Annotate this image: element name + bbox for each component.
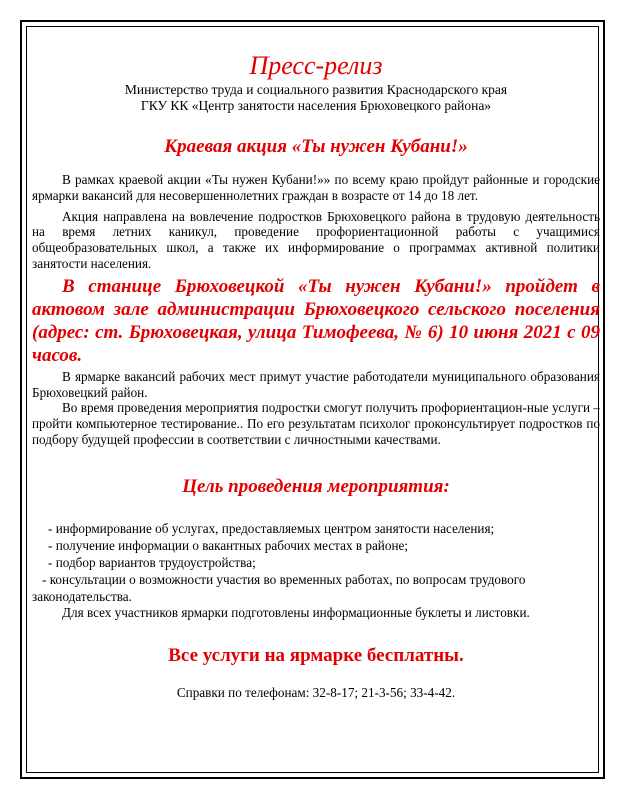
event-highlight: В станице Брюховецкой «Ты нужен Кубани!» пройдет в актовом зале администрации Брюховецкого сельского поселения (адрес: ст. Брюховецкая, улица Тимофеева, № 6) 10 июня 2021 с 09 часов.: [32, 275, 600, 366]
action-heading: Краевая акция «Ты нужен Кубани!»: [164, 136, 468, 157]
paragraph-booklets: Для всех участников ярмарки подготовлены информационные буклеты и листовки.: [62, 604, 530, 620]
paragraph-intro: В рамках краевой акции «Ты нужен Кубани!»» по всему краю пройдут районные и городские ярмарки вакансий для несовершеннолетних граждан в возрасте от 14 до 18 лет.: [32, 172, 600, 203]
list-item: - подбор вариантов трудоустройства;: [48, 554, 256, 570]
paragraph-employers: В ярмарке вакансий рабочих мест примут участие работодатели муниципального образования Брюховецкий район.: [32, 368, 600, 400]
org-center: ГКУ КК «Центр занятости населения Брюховецкого района»: [140, 98, 492, 113]
goal-list: [32, 520, 600, 605]
contact-phones: Справки по телефонам: 32-8-17; 21-3-56; 33-4-42.: [176, 684, 456, 700]
goal-heading: Цель проведения мероприятия:: [182, 475, 450, 497]
org-ministry: Министерство труда и социального развития Краснодарского края: [124, 82, 508, 97]
free-services-banner: Все услуги на ярмарке бесплатны.: [168, 644, 464, 666]
list-item: - получение информации о вакантных рабочих местах в районе;: [48, 537, 409, 553]
press-release: [32, 52, 600, 701]
list-item: - информирование об услугах, предоставляемых центром занятости населения;: [48, 520, 495, 536]
paragraph-testing: Во время проведения мероприятия подростки смогут получить профориентацион-ные услуги – пройти компьютерное тестирование.. По его результатам психолог проконсультирует подростков по подбору будущей профессии в соответствии с личностными качествами.: [32, 400, 600, 447]
list-item: - консультации о возможности участия во временных работах, по вопросам трудового законодательства.: [32, 571, 526, 604]
page-title: Пресс-релиз: [249, 51, 383, 80]
paragraph-aim: Акция направлена на вовлечение подростков Брюховецкого района в трудовую деятельность на время летних каникул, проведение профориентационной работы с учащимися общеобразовательных школ, а также их информирование о программах активной политики занятости населения.: [32, 208, 600, 271]
